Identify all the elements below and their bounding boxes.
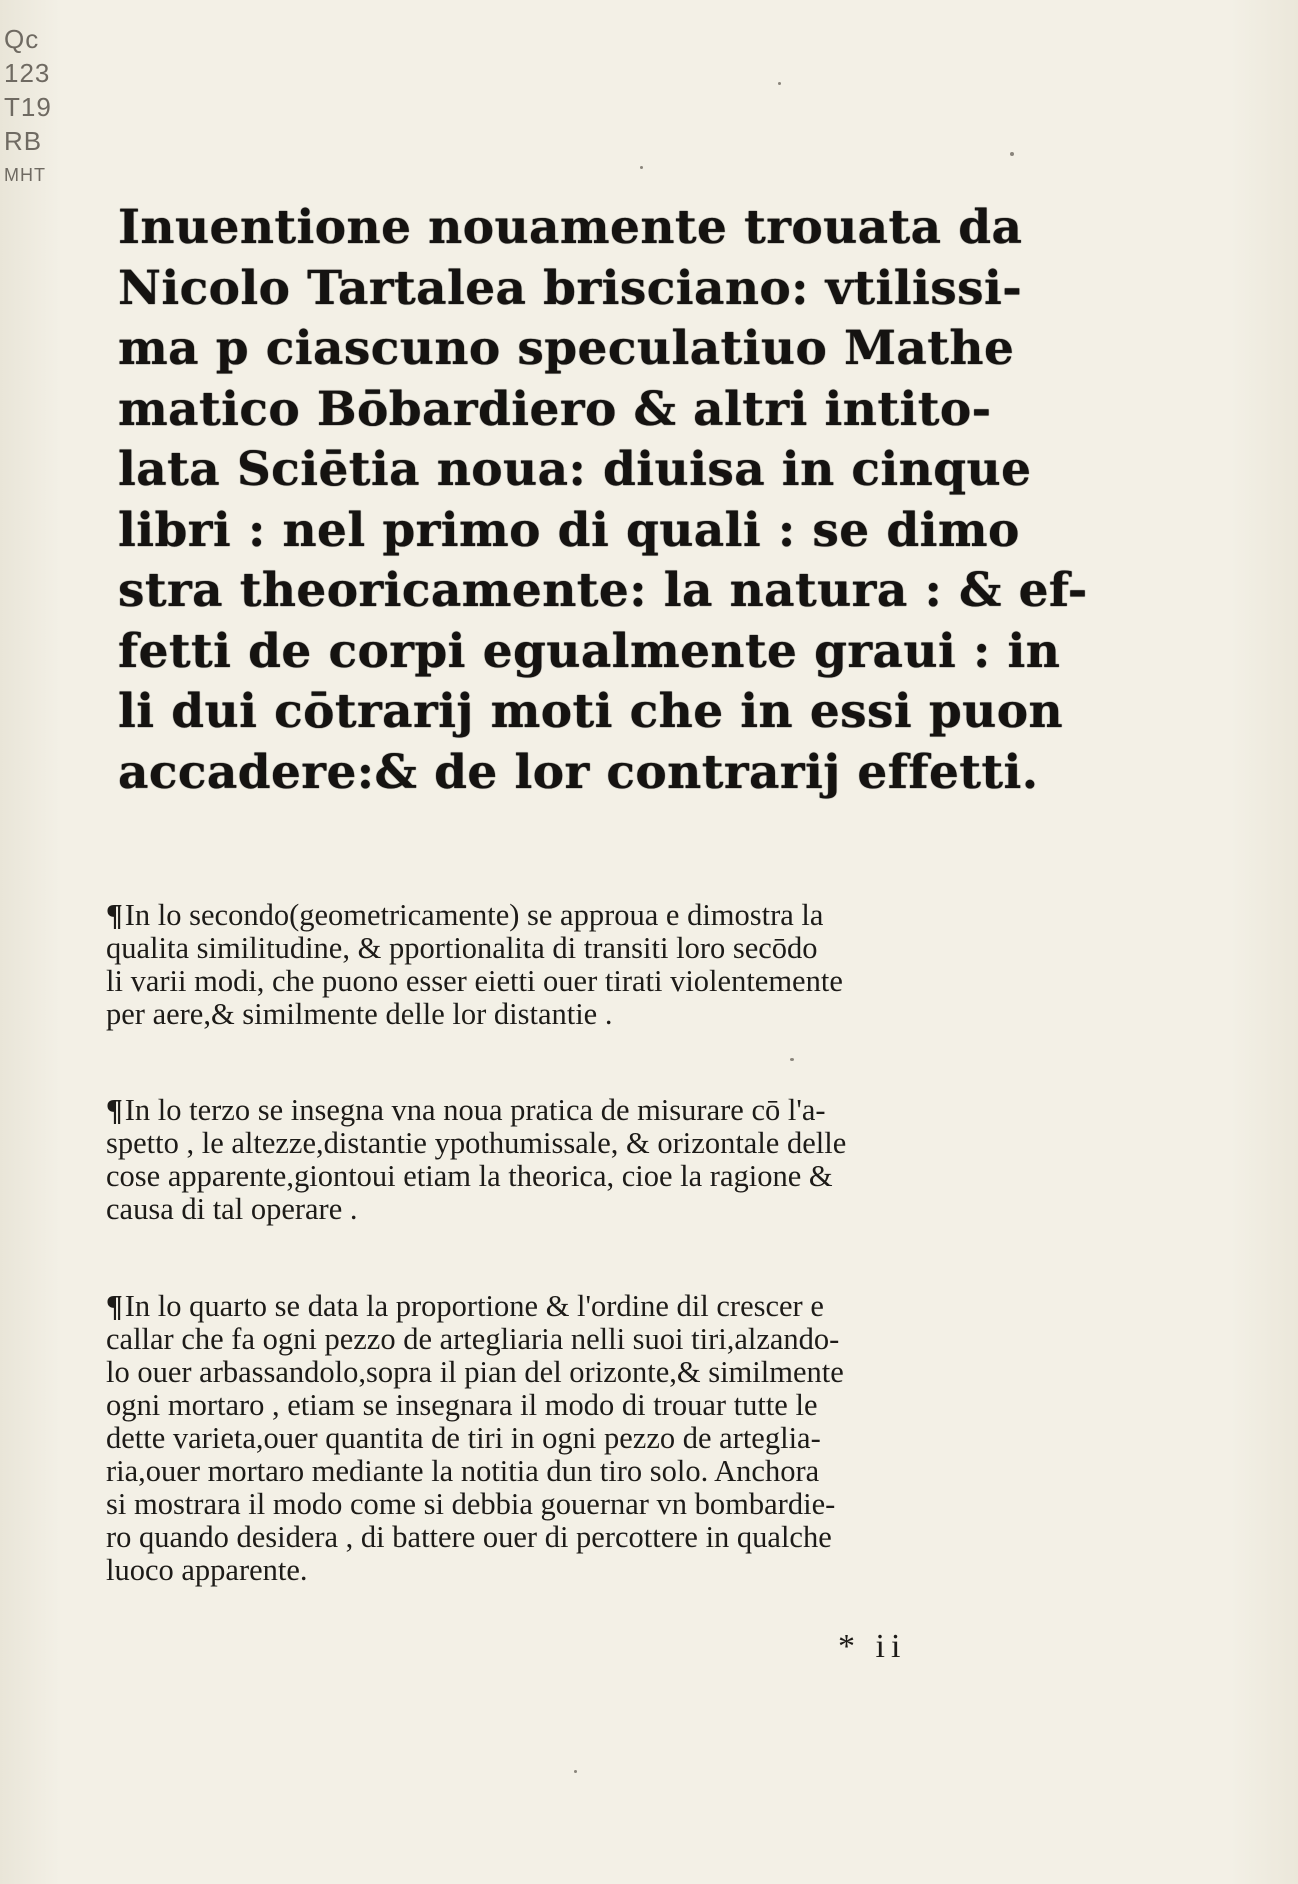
ink-speck (574, 1770, 577, 1773)
paragraph-line: luoco apparente. (106, 1553, 308, 1587)
paragraph-text: In lo quarto se data la proportione & l'ordine dil crescer e (124, 1289, 824, 1323)
title-line: libri : nel primo di quali : se dimo (118, 502, 1020, 558)
shelfmark-line: Qc (4, 24, 40, 54)
ink-speck (790, 1058, 794, 1061)
pilcrow-mark: ¶ (106, 1288, 123, 1323)
paragraph-line: si mostrara il modo come si debbia gouernar vn bombardie- (106, 1487, 836, 1521)
paragraph-line (106, 1093, 1036, 1127)
title-line: ma p ciascuno speculatiuo Mathe (118, 321, 1015, 376)
title-line: accadere:& de lor contrarij effetti. (118, 744, 1039, 800)
paragraph-book-three (106, 1093, 1036, 1226)
title-line: stra theoricamente: la natura : & ef- (118, 563, 1088, 618)
paragraph-line: ria,ouer mortaro mediante la notitia dun tiro solo. Anchora (106, 1454, 820, 1488)
paragraph-text: In lo terzo se insegna vna noua pratica de misurare cō l'a- (124, 1093, 826, 1127)
signature-mark: * ii (838, 1628, 907, 1665)
ink-speck (640, 166, 643, 169)
shelfmark-line: RB (4, 126, 43, 156)
paragraph-book-two (106, 898, 1036, 1031)
paragraph-line: causa di tal operare . (106, 1192, 358, 1226)
pilcrow-mark: ¶ (106, 1092, 123, 1127)
title-line: Nicolo Tartalea brisciano: vtilissi- (118, 260, 1023, 316)
paragraph-line: ogni mortaro , etiam se insegnara il modo di trouar tutte le (106, 1388, 818, 1422)
paragraph-line: callar che fa ogni pezzo de artegliaria nelli suoi tiri,alzando- (106, 1322, 840, 1356)
paragraph-line (106, 1289, 1036, 1323)
title-line: lata Sciētia noua: diuisa in cinque (118, 442, 1032, 497)
paragraph-line: lo ouer arbassandolo,sopra il pian del orizonte,& similmente (106, 1355, 844, 1389)
title-line: matico Bōbardiero & altri intito- (118, 381, 992, 437)
paragraph-book-four (106, 1289, 1036, 1587)
paragraph-line: li varii modi, che puono esser eietti ouer tirati violentemente (106, 964, 843, 998)
shelfmark-line: MHT (4, 165, 46, 185)
title-line: Inuentione nouamente trouata da (118, 200, 1023, 255)
paragraph-line: dette varieta,ouer quantita de tiri in ogni pezzo de arteglia- (106, 1421, 821, 1455)
paragraph-line: cose apparente,giontoui etiam la theorica, cioe la ragione & (106, 1159, 833, 1193)
paragraph-line (106, 898, 1036, 932)
title-line: fetti de corpi egualmente graui : in (118, 623, 1061, 679)
paragraph-line: per aere,& similmente delle lor distantie . (106, 997, 613, 1031)
shelfmark-annotation (4, 22, 84, 192)
title-line: li dui cōtrarij moti che in essi puon (118, 684, 1064, 739)
shelfmark-line: 123 (4, 58, 51, 88)
paragraph-text: In lo secondo(geometricamente) se approua e dimostra la (124, 898, 824, 932)
paragraph-line: spetto , le altezze,distantie ypothumissale, & orizontale delle (106, 1126, 847, 1160)
ink-speck (778, 82, 781, 85)
shelfmark-line: T19 (4, 92, 52, 122)
paragraph-line: ro quando desidera , di battere ouer di percottere in qualche (106, 1520, 832, 1554)
ink-speck (1010, 152, 1014, 156)
pilcrow-mark: ¶ (106, 897, 123, 932)
title-block (118, 198, 1088, 803)
paragraph-line: qualita similitudine, & pportionalita di transiti loro secōdo (106, 931, 818, 965)
